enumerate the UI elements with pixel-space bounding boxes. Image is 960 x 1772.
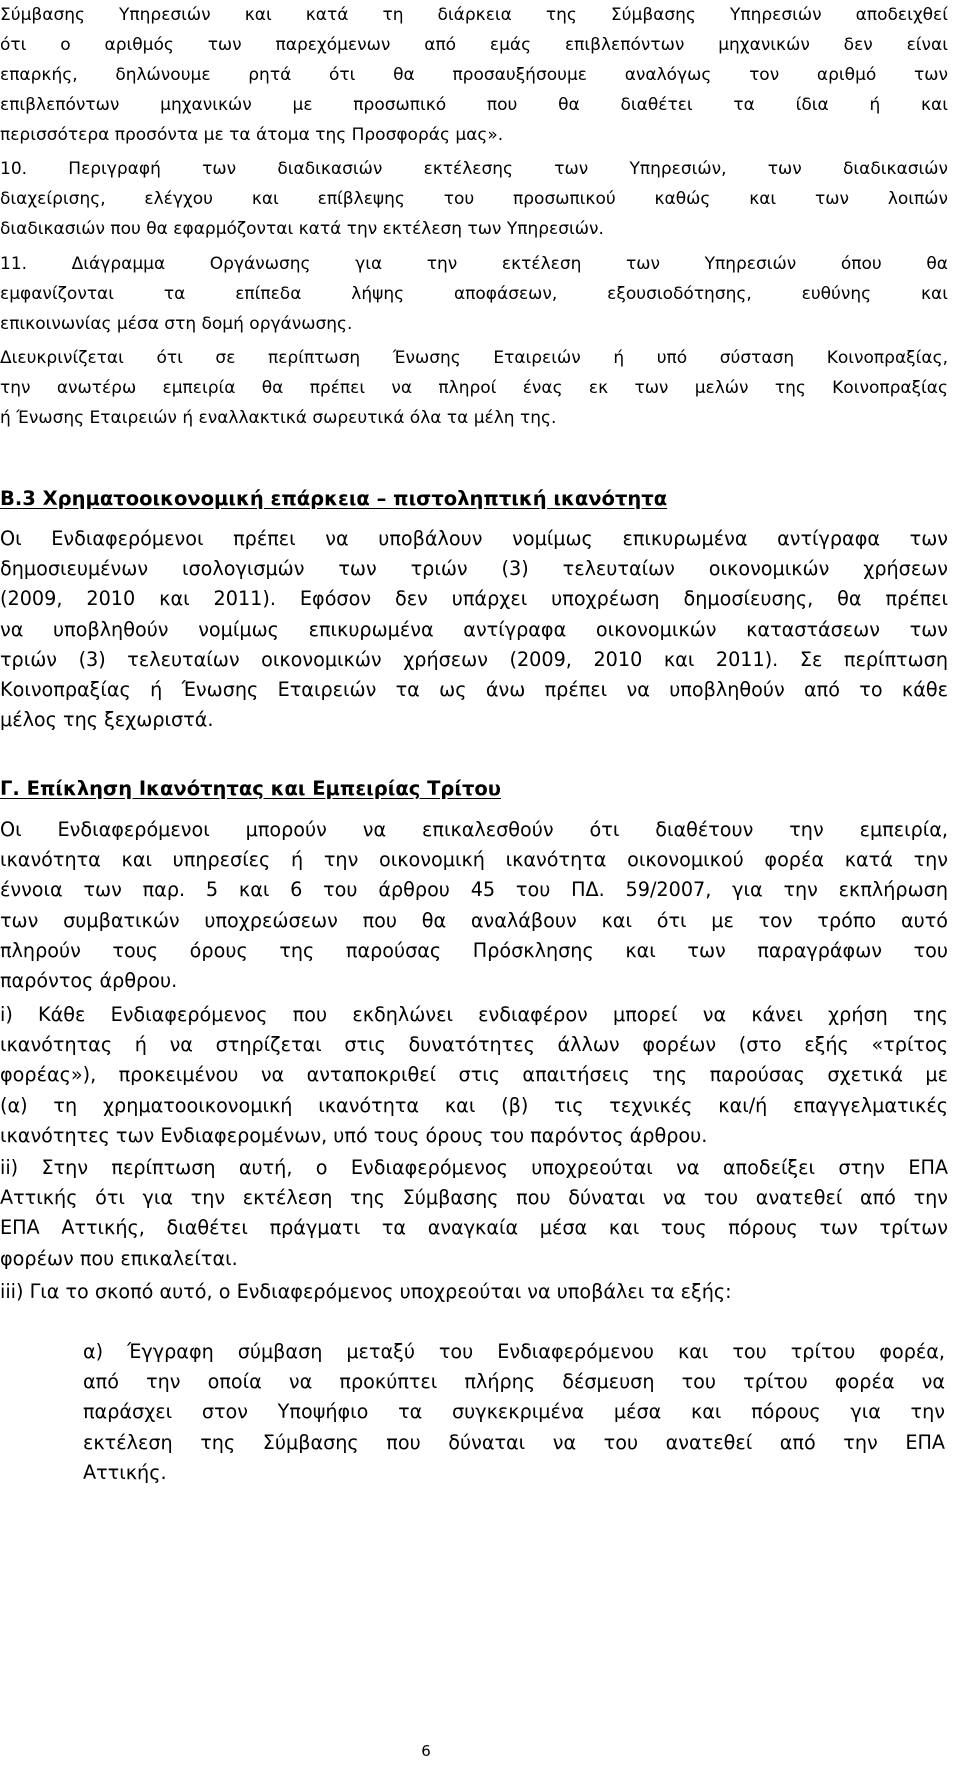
text-line: ή Ένωσης Εταιρειών ή εναλλακτικά σωρευτικά όλα τα μέλη της.	[0, 408, 557, 428]
text-line: διαδικασιών που θα εφαρμόζονται κατά την εκτέλεση των Υπηρεσιών.	[0, 219, 604, 239]
page-number: 6	[421, 1742, 431, 1760]
text-line: ότι ο αριθμός των παρεχόμενων από εμάς επιβλεπόντων μηχανικών δεν είναι	[0, 35, 948, 55]
text-line: διαχείρισης, ελέγχου και επίβλεψης του προσωπικού καθώς και των λοιπών	[0, 189, 948, 209]
paragraph-intro	[0, 0, 948, 150]
text-line: να υποβληθούν νομίμως επικυρωμένα αντίγραφα οικονομικών καταστάσεων των	[0, 617, 948, 641]
text-line: δημοσιευμένων ισολογισμών των τριών (3) τελευταίων οικονομικών χρήσεων	[0, 557, 948, 581]
section-heading-g: Γ. Επίκληση Ικανότητας και Εμπειρίας Τρίτου	[0, 777, 501, 800]
text-line: Οι Ενδιαφερόμενοι πρέπει να υποβάλουν νομίμως επικυρωμένα αντίγραφα των	[0, 527, 948, 550]
text-line: φορέας»), προκειμένου να ανταποκριθεί στις απαιτήσεις της παρούσας σχετικά με	[0, 1063, 948, 1087]
paragraph-item-11	[0, 249, 948, 339]
text-line: επαρκής, δηλώνουμε ρητά ότι θα προσαυξήσουμε αναλόγως τον αριθμό των	[0, 65, 948, 85]
text-line: έννοια των παρ. 5 και 6 του άρθρου 45 του ΠΔ. 59/2007, για την εκπλήρωση	[0, 878, 948, 902]
text-line: Σύμβασης Υπηρεσιών και κατά τη διάρκεια της Σύμβασης Υπηρεσιών αποδειχθεί	[0, 5, 948, 25]
text-line: εμφανίζονται τα επίπεδα λήψης αποφάσεων, εξουσιοδότησης, ευθύνης και	[0, 284, 948, 304]
text-line: παράσχει στον Υποψήφιο τα συγκεκριμένα μέσα και πόρους για την	[83, 1400, 945, 1424]
text-line: τριών (3) τελευταίων οικονομικών χρήσεων (2009, 2010 και 2011). Σε περίπτωση	[0, 647, 948, 671]
paragraph-item-i	[0, 1000, 948, 1151]
text-line: ικανότητα και υπηρεσίες ή την οικονομική ικανότητα οικονομικού φορέα κατά την	[0, 848, 948, 872]
text-line: 11. Διάγραμμα Οργάνωσης για την εκτέλεση των Υπηρεσιών όπου θα	[0, 254, 948, 274]
paragraph-item-a	[83, 1337, 945, 1488]
paragraph-item-iii	[0, 1277, 948, 1307]
text-line: ικανότητες των Ενδιαφερομένων, υπό τους όρους του παρόντος άρθρου.	[0, 1123, 708, 1147]
text-line: την ανωτέρω εμπειρία θα πρέπει να πληροί ένας εκ των μελών της Κοινοπραξίας	[0, 378, 948, 398]
text-line: (2009, 2010 και 2011). Εφόσον δεν υπάρχει υποχρέωση δημοσίευσης, θα πρέπει	[0, 587, 948, 611]
text-line: περισσότερα προσόντα με τα άτομα της Προσφοράς μας».	[0, 125, 504, 145]
text-line: i) Κάθε Ενδιαφερόμενος που εκδηλώνει ενδιαφέρον μπορεί να κάνει χρήση της	[0, 1003, 948, 1026]
text-line: iii) Για το σκοπό αυτό, ο Ενδιαφερόμενος υποχρεούται να υποβάλει τα εξής:	[0, 1280, 732, 1303]
text-line: ικανότητας ή να στηρίζεται στις δυνατότητες άλλων φορέων (στο εξής «τρίτος	[0, 1033, 948, 1057]
text-line: Αττικής ότι για την εκτέλεση της Σύμβασης που δύναται να του ανατεθεί από την	[0, 1186, 948, 1210]
text-line: μέλος της ξεχωριστά.	[0, 708, 214, 732]
paragraph-item-ii	[0, 1153, 948, 1274]
text-line: (α) τη χρηματοοικονομική ικανότητα και (β) τις τεχνικές και/ή επαγγελματικές	[0, 1093, 948, 1117]
text-line: των συμβατικών υποχρεώσεων που θα αναλάβουν και ότι με τον τρόπο αυτό	[0, 908, 948, 932]
text-line: Κοινοπραξίας ή Ένωσης Εταιρειών τα ως άνω πρέπει να υποβληθούν από το κάθε	[0, 678, 948, 702]
text-line: από την οποία να προκύπτει πλήρης δέσμευση του τρίτου φορέα να	[83, 1370, 945, 1394]
paragraph-b3	[0, 524, 948, 735]
text-line: ii) Στην περίπτωση αυτή, ο Ενδιαφερόμενος υποχρεούται να αποδείξει στην ΕΠΑ	[0, 1156, 948, 1179]
text-line: Οι Ενδιαφερόμενοι μπορούν να επικαλεσθούν ότι διαθέτουν την εμπειρία,	[0, 818, 948, 841]
paragraph-item-10	[0, 154, 948, 244]
text-line: Αττικής.	[83, 1460, 167, 1484]
text-line: επιβλεπόντων μηχανικών με προσωπικό που θα διαθέτει τα ίδια ή και	[0, 95, 948, 115]
text-line: επικοινωνίας μέσα στη δομή οργάνωσης.	[0, 314, 353, 334]
text-line: ΕΠΑ Αττικής, διαθέτει πράγματι τα αναγκαία μέσα και τους πόρους των τρίτων	[0, 1216, 948, 1240]
text-line: πληρούν τους όρους της παρούσας Πρόσκλησης και των παραγράφων του	[0, 938, 948, 962]
paragraph-clarification	[0, 343, 948, 433]
paragraph-g	[0, 815, 948, 996]
text-line: 10. Περιγραφή των διαδικασιών εκτέλεσης των Υπηρεσιών, των διαδικασιών	[0, 159, 948, 179]
text-line: α) Έγγραφη σύμβαση μεταξύ του Ενδιαφερόμενου και του τρίτου φορέα,	[83, 1340, 945, 1363]
section-heading-b3: Β.3 Χρηματοοικονομική επάρκεια – πιστοληπτική ικανότητα	[0, 487, 668, 510]
text-line: Διευκρινίζεται ότι σε περίπτωση Ένωσης Εταιρειών ή υπό σύσταση Κοινοπραξίας,	[0, 348, 948, 368]
text-line: παρόντος άρθρου.	[0, 969, 178, 993]
text-line: εκτέλεση της Σύμβασης που δύναται να του ανατεθεί από την ΕΠΑ	[83, 1430, 945, 1454]
text-line: φορέων που επικαλείται.	[0, 1246, 238, 1270]
